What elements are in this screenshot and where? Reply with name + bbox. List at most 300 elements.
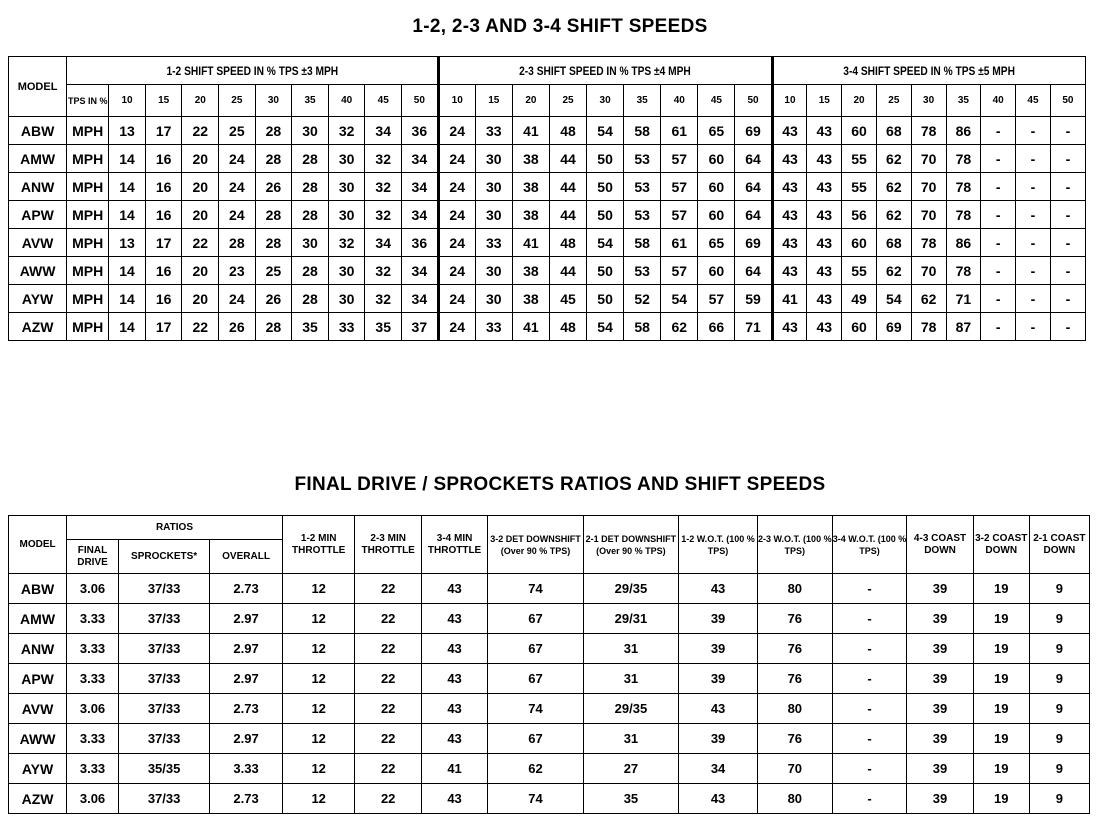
value-cell: 12 [282, 634, 355, 664]
value-cell: 2.97 [210, 634, 283, 664]
group-header-2-3: 2-3 SHIFT SPEED IN % TPS ±4 MPH [463, 57, 747, 85]
value-cell: - [832, 634, 907, 664]
tps-header: 50 [402, 85, 439, 117]
speed-cell: 57 [661, 145, 698, 173]
value-cell: 22 [355, 634, 421, 664]
speed-cell: 43 [807, 117, 842, 145]
speed-cell: - [1050, 313, 1085, 341]
tps-header: 35 [946, 85, 981, 117]
speed-cell: 48 [549, 229, 586, 257]
table-row [9, 257, 1086, 285]
table-row [9, 285, 1086, 313]
speed-cell: 53 [624, 201, 661, 229]
speed-cell: - [1016, 201, 1051, 229]
value-cell: 27 [583, 754, 678, 784]
speed-cell: 16 [145, 257, 182, 285]
speed-cell: 78 [911, 313, 946, 341]
tps-header: 30 [587, 85, 624, 117]
speed-cell: 54 [876, 285, 911, 313]
speed-cell: 34 [402, 285, 439, 313]
speed-cell: 34 [402, 145, 439, 173]
tps-header: 35 [624, 85, 661, 117]
value-cell: 37/33 [118, 664, 209, 694]
speed-cell: 43 [772, 145, 807, 173]
value-cell: 39 [907, 604, 973, 634]
speed-cell: 28 [255, 229, 292, 257]
speed-cell: 57 [661, 201, 698, 229]
table-row [9, 574, 1090, 604]
value-cell: - [832, 784, 907, 814]
speed-cell: 24 [438, 229, 475, 257]
speed-cell: - [1050, 173, 1085, 201]
value-cell: 37/33 [118, 724, 209, 754]
value-cell: 3.06 [67, 694, 119, 724]
speed-cell: - [981, 201, 1016, 229]
value-cell: 43 [679, 784, 758, 814]
speed-cell: 59 [735, 285, 772, 313]
speed-cell: 38 [512, 257, 549, 285]
speed-cell: 33 [475, 117, 512, 145]
speed-cell: - [981, 257, 1016, 285]
speed-cell: 56 [842, 201, 877, 229]
tps-header: 25 [549, 85, 586, 117]
value-cell: 43 [421, 574, 487, 604]
sub-header-final-drive: FINAL DRIVE [67, 540, 119, 574]
speed-cell: 30 [328, 145, 365, 173]
speed-cell: 52 [624, 285, 661, 313]
speed-cell: 35 [292, 313, 329, 341]
speed-cell: 13 [109, 229, 146, 257]
speed-cell: 22 [182, 117, 219, 145]
speed-cell: 24 [219, 173, 256, 201]
tps-header: 10 [109, 85, 146, 117]
speed-cell: 30 [328, 201, 365, 229]
speed-cell: 53 [624, 173, 661, 201]
speed-cell: 33 [475, 313, 512, 341]
speed-cell: - [981, 229, 1016, 257]
speed-cell: 26 [219, 313, 256, 341]
value-cell: 74 [488, 784, 583, 814]
speed-cell: - [1016, 145, 1051, 173]
speed-cell: 30 [328, 257, 365, 285]
speed-cell: 62 [876, 173, 911, 201]
tps-header: 35 [292, 85, 329, 117]
value-cell: 76 [757, 634, 832, 664]
speed-cell: 16 [145, 145, 182, 173]
value-cell: 29/31 [583, 604, 678, 634]
speed-cell: 32 [365, 201, 402, 229]
value-cell: 43 [679, 694, 758, 724]
speed-cell: 44 [549, 257, 586, 285]
speed-cell: 14 [109, 285, 146, 313]
value-cell: 39 [679, 604, 758, 634]
value-cell: 31 [583, 724, 678, 754]
speed-cell: 43 [807, 285, 842, 313]
value-cell: 74 [488, 574, 583, 604]
speed-cell: 30 [475, 145, 512, 173]
speed-cell: 68 [876, 229, 911, 257]
table-row [9, 201, 1086, 229]
tps-header: 25 [219, 85, 256, 117]
speed-cell: 43 [772, 313, 807, 341]
speed-cell: 55 [842, 173, 877, 201]
speed-cell: 14 [109, 313, 146, 341]
tps-header: 15 [475, 85, 512, 117]
value-cell: 35 [583, 784, 678, 814]
speed-cell: 23 [219, 257, 256, 285]
table-row [9, 604, 1090, 634]
speed-cell: 62 [876, 201, 911, 229]
col-header-1-2-wot: 1-2 W.O.T. (100 % TPS) [679, 516, 758, 574]
speed-cell: - [1016, 173, 1051, 201]
model-header: MODEL [9, 516, 67, 574]
speed-cell: 62 [876, 145, 911, 173]
speed-cell: - [981, 313, 1016, 341]
model-header: MODEL [9, 57, 67, 117]
tps-header: 15 [807, 85, 842, 117]
tps-header: 20 [182, 85, 219, 117]
speed-cell: 43 [772, 229, 807, 257]
speed-cell: - [1050, 285, 1085, 313]
speed-cell: 24 [438, 201, 475, 229]
value-cell: 39 [907, 664, 973, 694]
value-cell: 3.33 [67, 754, 119, 784]
speed-cell: - [1050, 257, 1085, 285]
speed-cell: 38 [512, 145, 549, 173]
speed-cell: 24 [219, 145, 256, 173]
speed-cell: - [1050, 229, 1085, 257]
value-cell: 3.33 [67, 634, 119, 664]
speed-cell: 26 [255, 173, 292, 201]
speed-cell: 34 [402, 257, 439, 285]
col-header-2-3-min-throttle: 2-3 MIN THROTTLE [355, 516, 421, 574]
value-cell: 39 [907, 694, 973, 724]
speed-cell: 43 [807, 229, 842, 257]
model-cell: AMW [9, 145, 67, 173]
speed-cell: 64 [735, 173, 772, 201]
speed-cell: 64 [735, 257, 772, 285]
speed-cell: 71 [735, 313, 772, 341]
value-cell: 12 [282, 724, 355, 754]
speed-cell: 30 [292, 229, 329, 257]
value-cell: 39 [907, 784, 973, 814]
value-cell: 37/33 [118, 694, 209, 724]
tps-header: 50 [735, 85, 772, 117]
speed-cell: 32 [328, 229, 365, 257]
value-cell: 37/33 [118, 784, 209, 814]
table-row [9, 313, 1086, 341]
speed-cell: 28 [292, 173, 329, 201]
speed-cell: 41 [512, 313, 549, 341]
table-row [9, 145, 1086, 173]
speed-cell: 50 [587, 285, 624, 313]
speed-cell: 54 [587, 229, 624, 257]
model-cell: AWW [9, 724, 67, 754]
speed-cell: - [1016, 229, 1051, 257]
speed-cell: 43 [807, 313, 842, 341]
unit-cell: MPH [67, 229, 109, 257]
value-cell: 12 [282, 784, 355, 814]
speed-cell: 78 [946, 145, 981, 173]
value-cell: 62 [488, 754, 583, 784]
value-cell: 22 [355, 664, 421, 694]
speed-cell: 43 [772, 257, 807, 285]
table-row [9, 117, 1086, 145]
speed-cell: 28 [255, 201, 292, 229]
value-cell: 12 [282, 604, 355, 634]
speed-cell: 60 [698, 201, 735, 229]
final-drive-title: FINAL DRIVE / SPROCKETS RATIOS AND SHIFT SPEEDS [294, 474, 826, 495]
col-header-3-2-coast-down: 3-2 COAST DOWN [973, 516, 1029, 574]
value-cell: 41 [421, 754, 487, 784]
speed-cell: - [981, 145, 1016, 173]
value-cell: - [832, 604, 907, 634]
value-cell: 22 [355, 724, 421, 754]
speed-cell: - [1016, 285, 1051, 313]
model-cell: APW [9, 201, 67, 229]
speed-cell: 62 [661, 313, 698, 341]
unit-cell: MPH [67, 257, 109, 285]
value-cell: 39 [907, 754, 973, 784]
speed-cell: - [981, 117, 1016, 145]
speed-cell: 71 [946, 285, 981, 313]
value-cell: 39 [679, 664, 758, 694]
value-cell: 39 [679, 634, 758, 664]
tps-header: 45 [1016, 85, 1051, 117]
speed-cell: 22 [182, 229, 219, 257]
value-cell: 37/33 [118, 604, 209, 634]
speed-cell: 43 [772, 201, 807, 229]
value-cell: 19 [973, 694, 1029, 724]
table-row [9, 754, 1090, 784]
speed-cell: 43 [807, 201, 842, 229]
model-cell: AZW [9, 313, 67, 341]
speed-cell: - [981, 285, 1016, 313]
value-cell: 43 [421, 724, 487, 754]
tps-label-header: TPS IN % [67, 85, 109, 117]
speed-cell: 43 [807, 173, 842, 201]
speed-cell: 45 [549, 285, 586, 313]
speed-cell: 32 [365, 257, 402, 285]
tps-header: 45 [365, 85, 402, 117]
value-cell: 22 [355, 694, 421, 724]
speed-cell: 30 [475, 173, 512, 201]
final-drive-table [8, 515, 1090, 814]
value-cell: 37/33 [118, 634, 209, 664]
speed-cell: 69 [735, 229, 772, 257]
model-cell: AMW [9, 604, 67, 634]
speed-cell: 64 [735, 201, 772, 229]
value-cell: 9 [1029, 694, 1089, 724]
speed-cell: 86 [946, 229, 981, 257]
speed-cell: - [1050, 201, 1085, 229]
value-cell: 19 [973, 574, 1029, 604]
speed-cell: 14 [109, 201, 146, 229]
value-cell: 76 [757, 724, 832, 754]
value-cell: - [832, 724, 907, 754]
value-cell: 39 [907, 634, 973, 664]
value-cell: 43 [421, 604, 487, 634]
speed-cell: 44 [549, 173, 586, 201]
tps-header: 20 [842, 85, 877, 117]
value-cell: 29/35 [583, 574, 678, 604]
tps-header: 15 [145, 85, 182, 117]
value-cell: 19 [973, 664, 1029, 694]
value-cell: 31 [583, 664, 678, 694]
model-cell: AVW [9, 229, 67, 257]
sub-header-sprockets: SPROCKETS* [118, 540, 209, 574]
speed-cell: 57 [661, 257, 698, 285]
value-cell: 39 [907, 574, 973, 604]
speed-cell: - [1016, 117, 1051, 145]
speed-cell: 38 [512, 173, 549, 201]
tps-header: 20 [512, 85, 549, 117]
table-row [9, 664, 1090, 694]
value-cell: 39 [679, 724, 758, 754]
speed-cell: - [1050, 117, 1085, 145]
unit-cell: MPH [67, 285, 109, 313]
speed-cell: 28 [292, 285, 329, 313]
speed-cell: 24 [438, 145, 475, 173]
table-row [9, 694, 1090, 724]
value-cell: 37/33 [118, 574, 209, 604]
speed-cell: 55 [842, 257, 877, 285]
speed-cell: 24 [438, 117, 475, 145]
speed-cell: 24 [438, 257, 475, 285]
speed-cell: 24 [219, 285, 256, 313]
value-cell: 29/35 [583, 694, 678, 724]
speed-cell: 70 [911, 145, 946, 173]
unit-cell: MPH [67, 313, 109, 341]
value-cell: 9 [1029, 664, 1089, 694]
shift-speeds-title: 1-2, 2-3 AND 3-4 SHIFT SPEEDS [412, 16, 708, 37]
value-cell: 80 [757, 574, 832, 604]
value-cell: 3.33 [67, 664, 119, 694]
speed-cell: 16 [145, 173, 182, 201]
speed-cell: 60 [698, 257, 735, 285]
value-cell: 67 [488, 634, 583, 664]
speed-cell: 14 [109, 173, 146, 201]
value-cell: 19 [973, 754, 1029, 784]
speed-cell: 50 [587, 201, 624, 229]
speed-cell: - [1050, 145, 1085, 173]
model-cell: ANW [9, 634, 67, 664]
speed-cell: 69 [876, 313, 911, 341]
value-cell: 2.97 [210, 604, 283, 634]
value-cell: 3.06 [67, 574, 119, 604]
table-row [9, 784, 1090, 814]
value-cell: 3.06 [67, 784, 119, 814]
speed-cell: 41 [512, 117, 549, 145]
speed-cell: 78 [911, 117, 946, 145]
value-cell: 22 [355, 574, 421, 604]
tps-header: 10 [772, 85, 807, 117]
speed-cell: 24 [438, 285, 475, 313]
value-cell: 43 [421, 634, 487, 664]
value-cell: 67 [488, 664, 583, 694]
speed-cell: 78 [946, 173, 981, 201]
value-cell: - [832, 694, 907, 724]
speed-cell: 43 [807, 145, 842, 173]
value-cell: 9 [1029, 784, 1089, 814]
speed-cell: 62 [876, 257, 911, 285]
value-cell: 80 [757, 784, 832, 814]
speed-cell: 30 [475, 201, 512, 229]
speed-cell: 24 [438, 173, 475, 201]
tps-header: 45 [698, 85, 735, 117]
tps-header: 40 [328, 85, 365, 117]
speed-cell: 60 [842, 117, 877, 145]
speed-cell: 30 [475, 257, 512, 285]
speed-cell: 32 [365, 173, 402, 201]
speed-cell: 68 [876, 117, 911, 145]
model-cell: ABW [9, 117, 67, 145]
speed-cell: 50 [587, 173, 624, 201]
value-cell: 2.97 [210, 724, 283, 754]
speed-cell: - [981, 173, 1016, 201]
speed-cell: 70 [911, 173, 946, 201]
speed-cell: 28 [219, 229, 256, 257]
speed-cell: 43 [772, 117, 807, 145]
speed-cell: 41 [512, 229, 549, 257]
speed-cell: 58 [624, 229, 661, 257]
table-row [9, 634, 1090, 664]
table-row [9, 229, 1086, 257]
value-cell: 12 [282, 694, 355, 724]
speed-cell: 57 [661, 173, 698, 201]
speed-cell: 70 [911, 257, 946, 285]
speed-cell: 65 [698, 117, 735, 145]
speed-cell: 53 [624, 145, 661, 173]
speed-cell: 35 [365, 313, 402, 341]
speed-cell: 61 [661, 117, 698, 145]
ratios-header: RATIOS [67, 516, 283, 540]
col-header-1-2-min-throttle: 1-2 MIN THROTTLE [282, 516, 355, 574]
unit-cell: MPH [67, 117, 109, 145]
speed-cell: 37 [402, 313, 439, 341]
value-cell: 19 [973, 784, 1029, 814]
model-cell: AWW [9, 257, 67, 285]
speed-cell: 28 [292, 257, 329, 285]
unit-cell: MPH [67, 201, 109, 229]
speed-cell: 57 [698, 285, 735, 313]
speed-cell: 13 [109, 117, 146, 145]
speed-cell: 54 [587, 117, 624, 145]
speed-cell: 48 [549, 117, 586, 145]
speed-cell: 33 [475, 229, 512, 257]
speed-cell: 54 [587, 313, 624, 341]
speed-cell: 20 [182, 173, 219, 201]
speed-cell: 38 [512, 285, 549, 313]
value-cell: 12 [282, 664, 355, 694]
value-cell: 2.73 [210, 694, 283, 724]
speed-cell: 25 [219, 117, 256, 145]
value-cell: 22 [355, 784, 421, 814]
speed-cell: 69 [735, 117, 772, 145]
speed-cell: 60 [698, 145, 735, 173]
speed-cell: 34 [365, 117, 402, 145]
value-cell: 22 [355, 754, 421, 784]
speed-cell: 78 [946, 201, 981, 229]
col-header-3-4-min-throttle: 3-4 MIN THROTTLE [421, 516, 487, 574]
speed-cell: 43 [807, 257, 842, 285]
speed-cell: 44 [549, 145, 586, 173]
value-cell: 12 [282, 754, 355, 784]
speed-cell: 33 [328, 313, 365, 341]
speed-cell: 17 [145, 229, 182, 257]
speed-cell: 20 [182, 201, 219, 229]
value-cell: - [832, 664, 907, 694]
